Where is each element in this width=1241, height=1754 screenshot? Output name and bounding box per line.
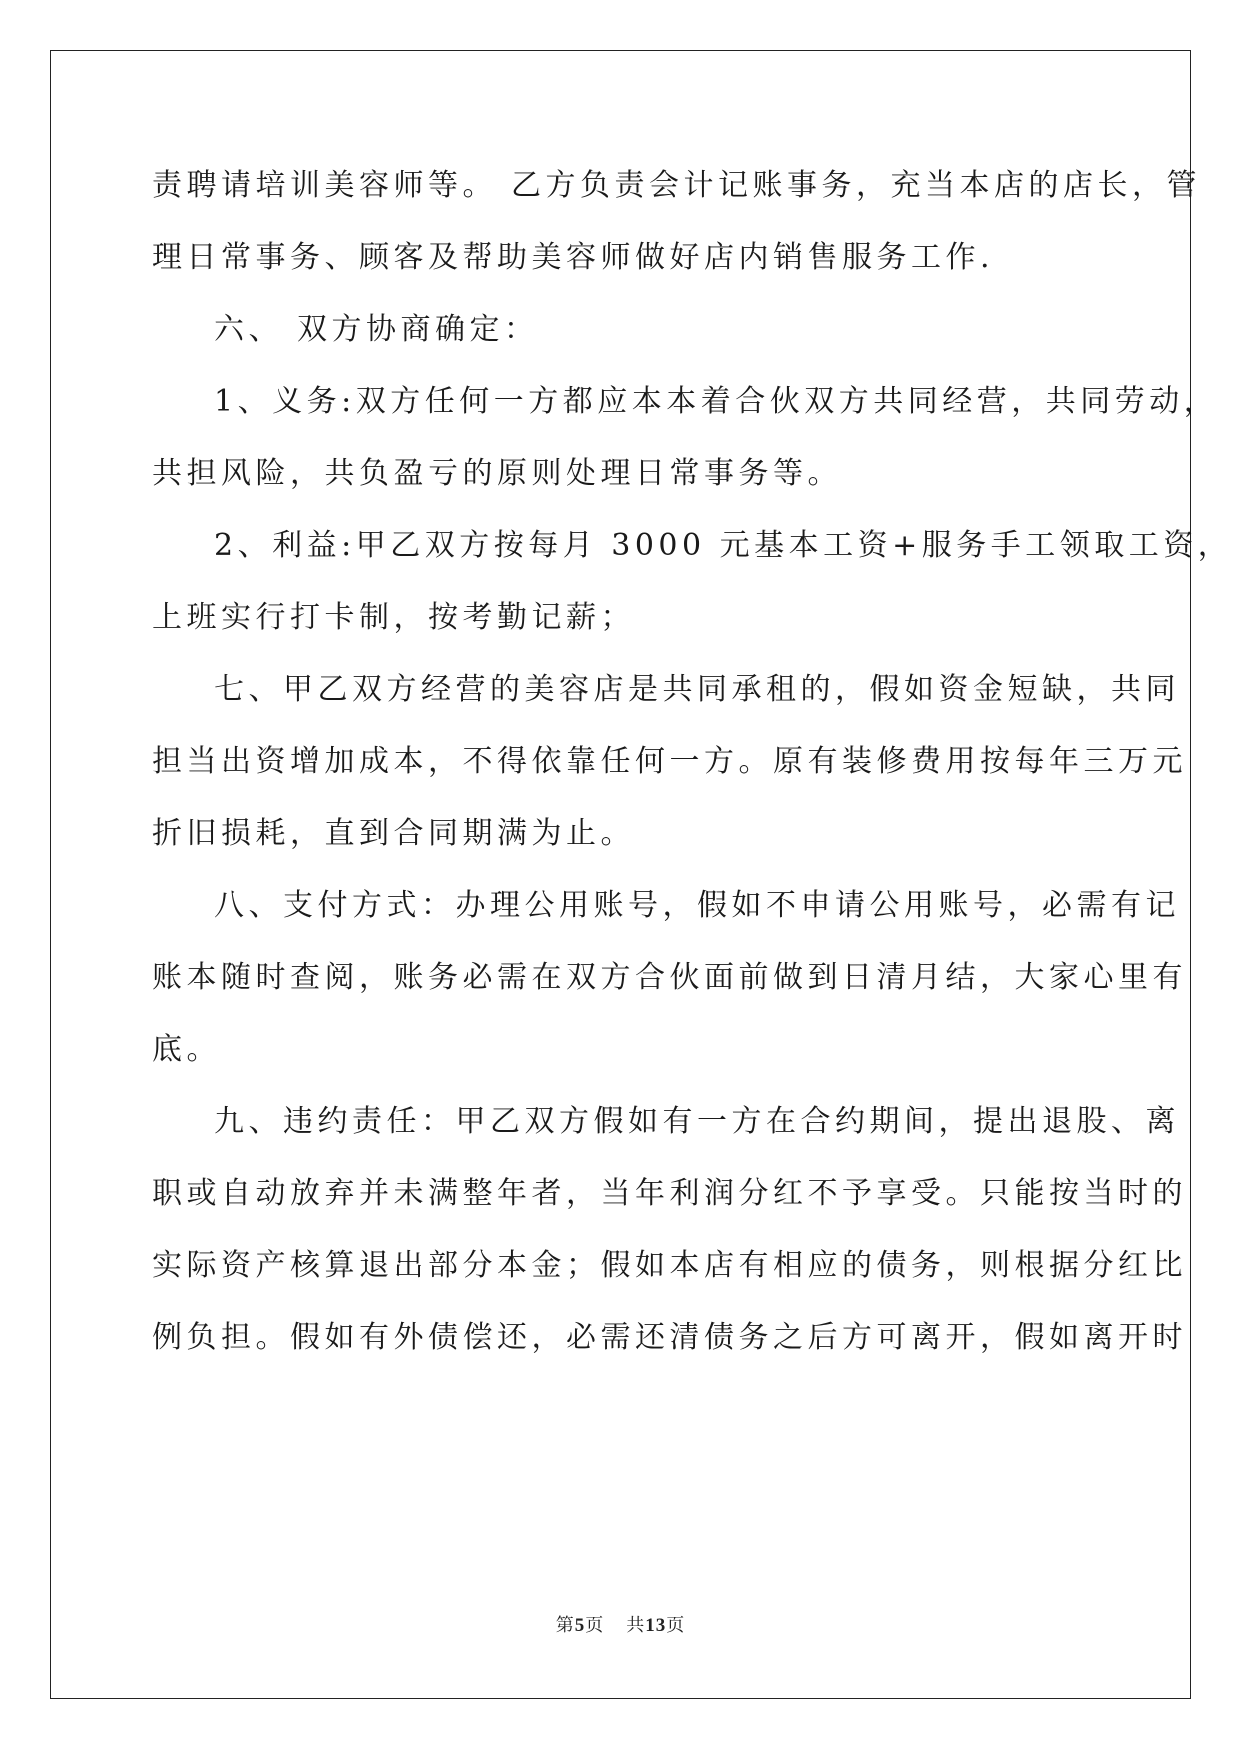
text-line: 职或自动放弃并未满整年者，当年利润分红不予享受。只能按当时的 [152, 1176, 1187, 1211]
text-line: 担当出资增加成本，不得依靠任何一方。原有装修费用按每年三万元 [152, 744, 1187, 779]
text-line: 1、义务:双方任何一方都应本本着合伙双方共同经营，共同劳动， [214, 384, 1219, 419]
text-line: 理日常事务、顾客及帮助美容师做好店内销售服务工作. [152, 240, 995, 275]
total-suffix: 页 [666, 1615, 686, 1636]
text-line: 七、甲乙双方经营的美容店是共同承租的，假如资金短缺，共同 [214, 672, 1180, 707]
page-footer [0, 1614, 1241, 1638]
text-line: 2、利益:甲乙双方按每月 3000 元基本工资+服务手工领取工资， [214, 528, 1233, 563]
text-line: 共担风险，共负盈亏的原则处理日常事务等。 [152, 456, 842, 491]
total-pages: 13 [645, 1615, 667, 1636]
text-line: 账本随时查阅，账务必需在双方合伙面前做到日清月结，大家心里有 [152, 960, 1187, 995]
page-border [50, 50, 1191, 1699]
page-number: 5 [574, 1615, 586, 1636]
text-line: 实际资产核算退出部分本金；假如本店有相应的债务，则根据分红比 [152, 1248, 1187, 1283]
total-prefix: 共 [626, 1615, 646, 1636]
section-heading: 六、 双方协商确定： [214, 312, 539, 347]
text-line: 例负担。假如有外债偿还，必需还清债务之后方可离开，假如离开时 [152, 1320, 1187, 1355]
text-line: 九、违约责任：甲乙双方假如有一方在合约期间，提出退股、离 [214, 1104, 1180, 1139]
text-line: 底。 [152, 1032, 221, 1067]
text-line: 折旧损耗，直到合同期满为止。 [152, 816, 635, 851]
text-line: 八、支付方式：办理公用账号，假如不申请公用账号，必需有记 [214, 888, 1180, 923]
page-prefix: 第 [555, 1615, 575, 1636]
text-line: 上班实行打卡制，按考勤记薪； [152, 600, 635, 635]
page-suffix: 页 [585, 1615, 605, 1636]
text-line: 责聘请培训美容师等。 乙方负责会计记账事务，充当本店的店长，管 [152, 168, 1202, 203]
